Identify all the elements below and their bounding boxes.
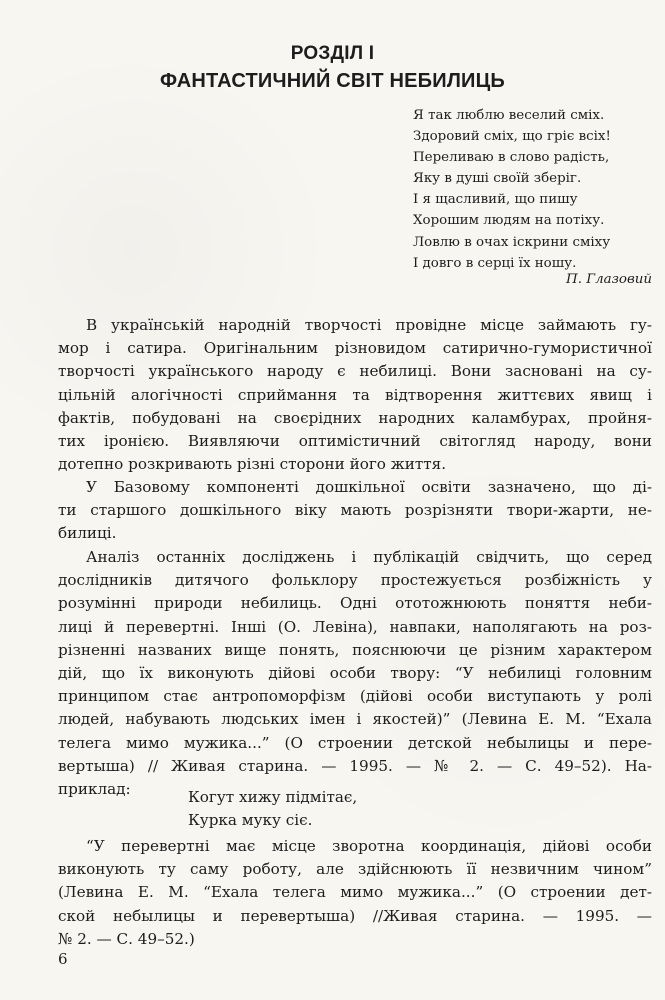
body-line: людей, набувають людських імен і якостей)” (Левина Е. М. “Ехала xyxy=(58,710,652,729)
chapter-title: ФАНТАСТИЧНИЙ СВІТ НЕБИЛИЦЬ xyxy=(159,70,506,92)
body-line: дотепно розкривають різні сторони його життя. xyxy=(58,455,447,474)
verse-line: Курка муку сіє. xyxy=(188,811,313,830)
body-line: принципом стає антропоморфізм (дійові особи виступають у ролі xyxy=(58,687,652,706)
body-line: творчості українського народу є небилиці. Вони засновані на су- xyxy=(58,362,652,381)
body-line: цільній алогічності сприймання та відтворення життєвих явищ і xyxy=(58,385,652,404)
body-line: різненні названих вище понять, пояснюючи це різним характером xyxy=(58,640,652,659)
body-line: В українській народній творчості провідне місце займають гу- xyxy=(86,316,652,334)
poem-line: Здоровий сміх, що гріє всіх! xyxy=(413,129,611,145)
epigraph-poem xyxy=(413,105,653,274)
verse-line: Когут хижу підмітає, xyxy=(188,788,358,806)
body-line: вертыша) // Живая старина. — 1995. — № 2. — С. 49–52). На- xyxy=(58,756,652,775)
section-label: РОЗДІЛ І xyxy=(290,43,375,64)
body-line: дослідників дитячого фольклору простежується розбіжність у xyxy=(58,571,652,590)
body-line: ти старшого дошкільного віку мають розрізняти твори-жарти, не- xyxy=(58,501,652,520)
body-line: Аналіз останніх досліджень і публікацій свідчить, що серед xyxy=(86,548,652,566)
body-line: телега мимо мужика...” (О строении детской небылицы и пере- xyxy=(58,733,652,752)
body-line: фактів, побудовані на своєрідних народних каламбурах, пройня- xyxy=(58,408,652,427)
body-line: билиці. xyxy=(58,524,117,543)
body-line: приклад: xyxy=(58,780,131,799)
body-line: тих іронією. Виявляючи оптимістичний світогляд народу, вони xyxy=(58,432,652,451)
body-line: У Базовому компоненті дошкільної освіти зазначено, що ді- xyxy=(86,478,652,496)
poem-line: І довго в серці їх ношу. xyxy=(413,255,577,271)
body-line: виконують ту саму роботу, але здійснюють її незвичним чином” xyxy=(58,860,652,879)
epigraph-author: П. Глазовий xyxy=(566,272,652,287)
poem-line: Ловлю в очах іскрини сміху xyxy=(413,234,611,250)
body-line: лиці й перевертні. Інші (О. Левіна), навпаки, наполягають на роз- xyxy=(58,617,652,636)
poem-line: Переливаю в слово радість, xyxy=(413,150,610,166)
paragraph-reversal-quote xyxy=(58,835,652,951)
page-number: 6 xyxy=(58,950,68,968)
body-line: дій, що їх виконують дійові особи твору: “У небилиці головним xyxy=(58,664,652,683)
poem-line: Я так люблю веселий сміх. xyxy=(413,108,605,123)
paragraph-research-analysis xyxy=(58,546,652,801)
body-line: ской небылицы и перевертыша) //Живая старина. — 1995. — xyxy=(58,906,652,925)
body-line: (Левина Е. М. “Ехала телега мимо мужика...” (О строении дет- xyxy=(58,883,652,902)
paragraph-humor-satire xyxy=(58,314,652,476)
folk-verse-example xyxy=(188,786,357,832)
paragraph-basic-component xyxy=(58,476,652,546)
poem-line: Хорошим людям на потіху. xyxy=(413,213,605,229)
body-line: № 2. — С. 49–52.) xyxy=(58,929,195,948)
poem-line: Яку в душі своїй зберіг. xyxy=(413,171,582,187)
poem-line: І я щасливий, що пишу xyxy=(413,192,578,208)
body-line: розумінні природи небилиць. Одні ототожнюють поняття неби- xyxy=(58,594,652,613)
body-line: мор і сатира. Оригінальним різновидом сатирично-гумористичної xyxy=(58,339,652,358)
body-line: “У перевертні має місце зворотна координація, дійові особи xyxy=(86,837,652,855)
